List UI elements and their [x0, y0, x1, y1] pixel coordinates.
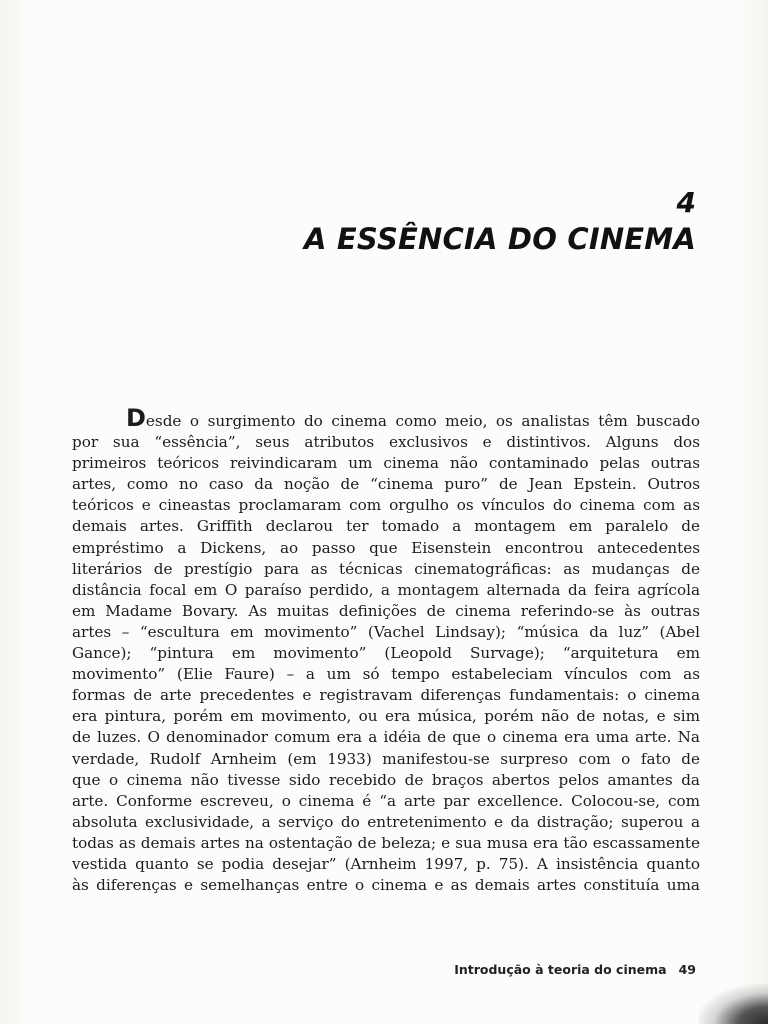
text-line: artes – “escultura em movimento” (Vachel Lindsay); “música da luz” (Abel — [72, 622, 700, 641]
text-line: artes, como no caso da noção de “cinema puro” de Jean Epstein. Outros — [72, 475, 700, 494]
text-line: formas de arte precedentes e registravam diferenças fundamentais: o cinema — [72, 686, 700, 705]
running-title: Introdução à teoria do cinema — [454, 962, 667, 977]
drop-cap: D — [126, 404, 146, 432]
text-line: Gance); “pintura em movimento” (Leopold Survage); “arquitetura em — [72, 644, 700, 663]
text-line: de luzes. O denominador comum era a idéia de que o cinema era uma arte. Na — [72, 728, 700, 747]
chapter-title: A ESSÊNCIA DO CINEMA — [303, 222, 696, 256]
text-line: Desde o surgimento do cinema como meio, os analistas têm buscado — [126, 404, 700, 432]
text-line: empréstimo a Dickens, ao passo que Eisenstein encontrou antecedentes — [72, 538, 700, 557]
text-line: demais artes. Griffith declarou ter tomado a montagem em paralelo de — [72, 517, 700, 536]
chapter-number: 4 — [676, 186, 696, 219]
body-paragraph — [72, 404, 700, 896]
scan-shadow — [698, 984, 768, 1024]
page-footer — [454, 962, 696, 977]
text-line: arte. Conforme escreveu, o cinema é “a arte par excellence. Colocou-se, com — [72, 791, 700, 810]
text-line: todas as demais artes na ostentação de beleza; e sua musa era tão escassamente — [72, 833, 700, 852]
text-line: por sua “essência”, seus atributos exclusivos e distintivos. Alguns dos — [72, 433, 700, 452]
text-line: teóricos e cineastas proclamaram com orgulho os vínculos do cinema com as — [72, 496, 700, 515]
text-line: absoluta exclusividade, a serviço do entretenimento e da distração; superou a — [72, 812, 700, 831]
text-line: distância focal em O paraíso perdido, a montagem alternada da feira agrícola — [72, 580, 700, 599]
text-line: primeiros teóricos reivindicaram um cinema não contaminado pelas outras — [72, 454, 700, 473]
text-line: vestida quanto se podia desejar” (Arnheim 1997, p. 75). A insistência quanto — [72, 854, 700, 873]
text-line: literários de prestígio para as técnicas cinematográficas: as mudanças de — [72, 559, 700, 578]
text-line: em Madame Bovary. As muitas definições de cinema referindo-se às outras — [72, 601, 700, 620]
page-number: 49 — [678, 962, 696, 977]
text-line: que o cinema não tivesse sido recebido de braços abertos pelos amantes da — [72, 770, 700, 789]
text-line: às diferenças e semelhanças entre o cinema e as demais artes constituía uma — [72, 876, 700, 895]
text-line: movimento” (Elie Faure) – a um só tempo estabeleciam vínculos com as — [72, 665, 700, 684]
text-line: verdade, Rudolf Arnheim (em 1933) manifestou-se surpreso com o fato de — [72, 749, 700, 768]
text-line: era pintura, porém em movimento, ou era música, porém não de notas, e sim — [72, 707, 700, 726]
